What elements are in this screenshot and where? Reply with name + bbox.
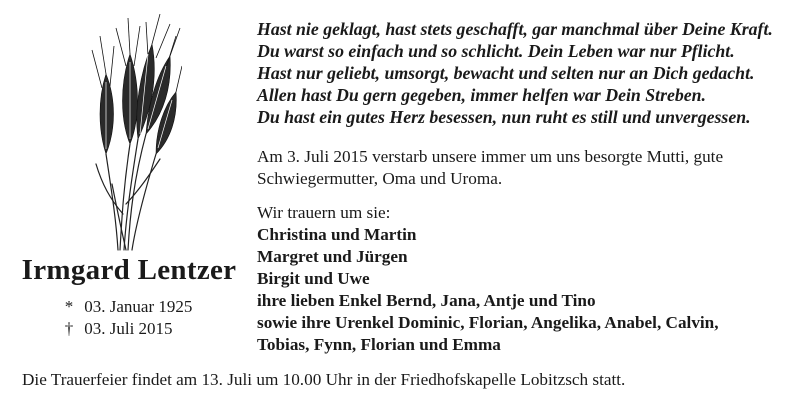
mourner-line: sowie ihre Urenkel Dominic, Florian, Angelika, Anabel, Calvin,: [257, 313, 719, 332]
mourner-line: Christina und Martin: [257, 225, 417, 244]
life-dates: [58, 296, 192, 340]
memorial-poem: [257, 18, 792, 128]
death-symbol: †: [64, 319, 74, 338]
birth-date: 03. Januar 1925: [84, 297, 193, 316]
birth-symbol: *: [64, 297, 74, 316]
birth-row: [58, 296, 192, 318]
notice-line: Am 3. Juli 2015 verstarb unsere immer um uns besorgte Mutti, gute: [257, 147, 724, 166]
poem-line: Du hast ein gutes Herz besessen, nun ruht es still und unvergessen.: [257, 107, 751, 127]
poem-line: Du warst so einfach und so schlicht. Dein Leben war nur Pflicht.: [257, 41, 735, 61]
death-row: [58, 318, 192, 340]
mourner-line: Margret und Jürgen: [257, 247, 408, 266]
poem-line: Hast nur geliebt, umsorgt, bewacht und selten nur an Dich gedacht.: [257, 63, 755, 83]
death-notice-text: [257, 146, 792, 190]
mourner-line: Tobias, Fynn, Florian und Emma: [257, 335, 501, 354]
poem-line: Allen hast Du gern gegeben, immer helfen war Dein Streben.: [257, 85, 707, 105]
mourners-list: [257, 202, 719, 356]
mourner-line: ihre lieben Enkel Bernd, Jana, Antje und Tino: [257, 291, 596, 310]
wheat-ears-icon: [90, 14, 182, 252]
funeral-info: Die Trauerfeier findet am 13. Juli um 10.00 Uhr in der Friedhofskapelle Lobitzsch statt.: [22, 370, 626, 389]
poem-line: Hast nie geklagt, hast stets geschafft, gar manchmal über Deine Kraft.: [257, 19, 773, 39]
mourners-intro: Wir trauern um sie:: [257, 203, 391, 222]
deceased-name: Irmgard Lentzer: [21, 254, 237, 286]
death-date: 03. Juli 2015: [84, 319, 173, 338]
notice-line: Schwiegermutter, Oma und Uroma.: [257, 169, 503, 188]
mourner-line: Birgit und Uwe: [257, 269, 370, 288]
